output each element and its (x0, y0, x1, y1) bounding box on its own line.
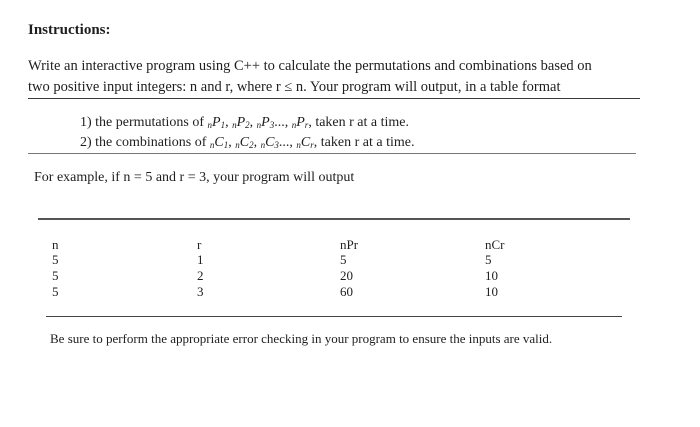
comb-term-1: $nC_1$, (209, 135, 232, 150)
table-bottom-rule (46, 316, 622, 317)
list-item-combinations (80, 135, 414, 151)
intro-line-1: Write an interactive program using C++ to calculate the permutations and combinations based on (28, 58, 592, 74)
table-cell: 3 (197, 284, 204, 299)
table-cell: 5 (340, 252, 347, 267)
list-number: 1) (80, 115, 92, 130)
perm-term-r: $nP_r$ (291, 115, 309, 130)
intro-underline (28, 98, 640, 99)
list-tail-text: , taken r at a time. (313, 135, 415, 150)
table-cell: 5 (52, 252, 59, 267)
footer-note: Be sure to perform the appropriate error checking in your program to ensure the inputs are valid. (50, 331, 553, 346)
list-tail-text: , taken r at a time. (308, 115, 409, 130)
table-cell: 5 (485, 252, 492, 267)
table-top-rule (38, 218, 630, 220)
comb-term-3: $nC_3$..., (260, 135, 293, 150)
table-cell: 2 (197, 268, 204, 283)
list-number: 2) (80, 135, 92, 150)
table-cell: 5 (52, 268, 59, 283)
table-header-n: n (52, 237, 59, 252)
list-lead-text: the combinations of (95, 135, 207, 150)
instructions-heading: Instructions: (28, 22, 111, 38)
example-line: For example, if n = 5 and r = 3, your program will output (34, 170, 355, 185)
table-cell: 5 (52, 284, 59, 299)
comb-term-2: $nC_2$, (235, 135, 258, 150)
table-cell: 20 (340, 268, 353, 283)
table-header-r: r (197, 237, 202, 252)
table-header-ncr: nCr (485, 237, 505, 252)
table-cell: 60 (340, 284, 353, 299)
list-lead-text: the permutations of (95, 115, 205, 130)
perm-term-1: $nP_1$, (207, 115, 229, 130)
perm-term-2: $nP_2$, (232, 115, 254, 130)
table-cell: 10 (485, 268, 498, 283)
table-header-npr: nPr (340, 237, 359, 252)
comb-term-r: $nC_r$ (296, 135, 314, 150)
list-item-permutations (80, 115, 409, 131)
table-cell: 1 (197, 252, 204, 267)
perm-term-3: $nP_3$..., (256, 115, 289, 130)
table-cell: 10 (485, 284, 498, 299)
list-underline (28, 153, 636, 154)
intro-line-2: two positive input integers: n and r, where r ≤ n. Your program will output, in a table format (28, 79, 561, 95)
